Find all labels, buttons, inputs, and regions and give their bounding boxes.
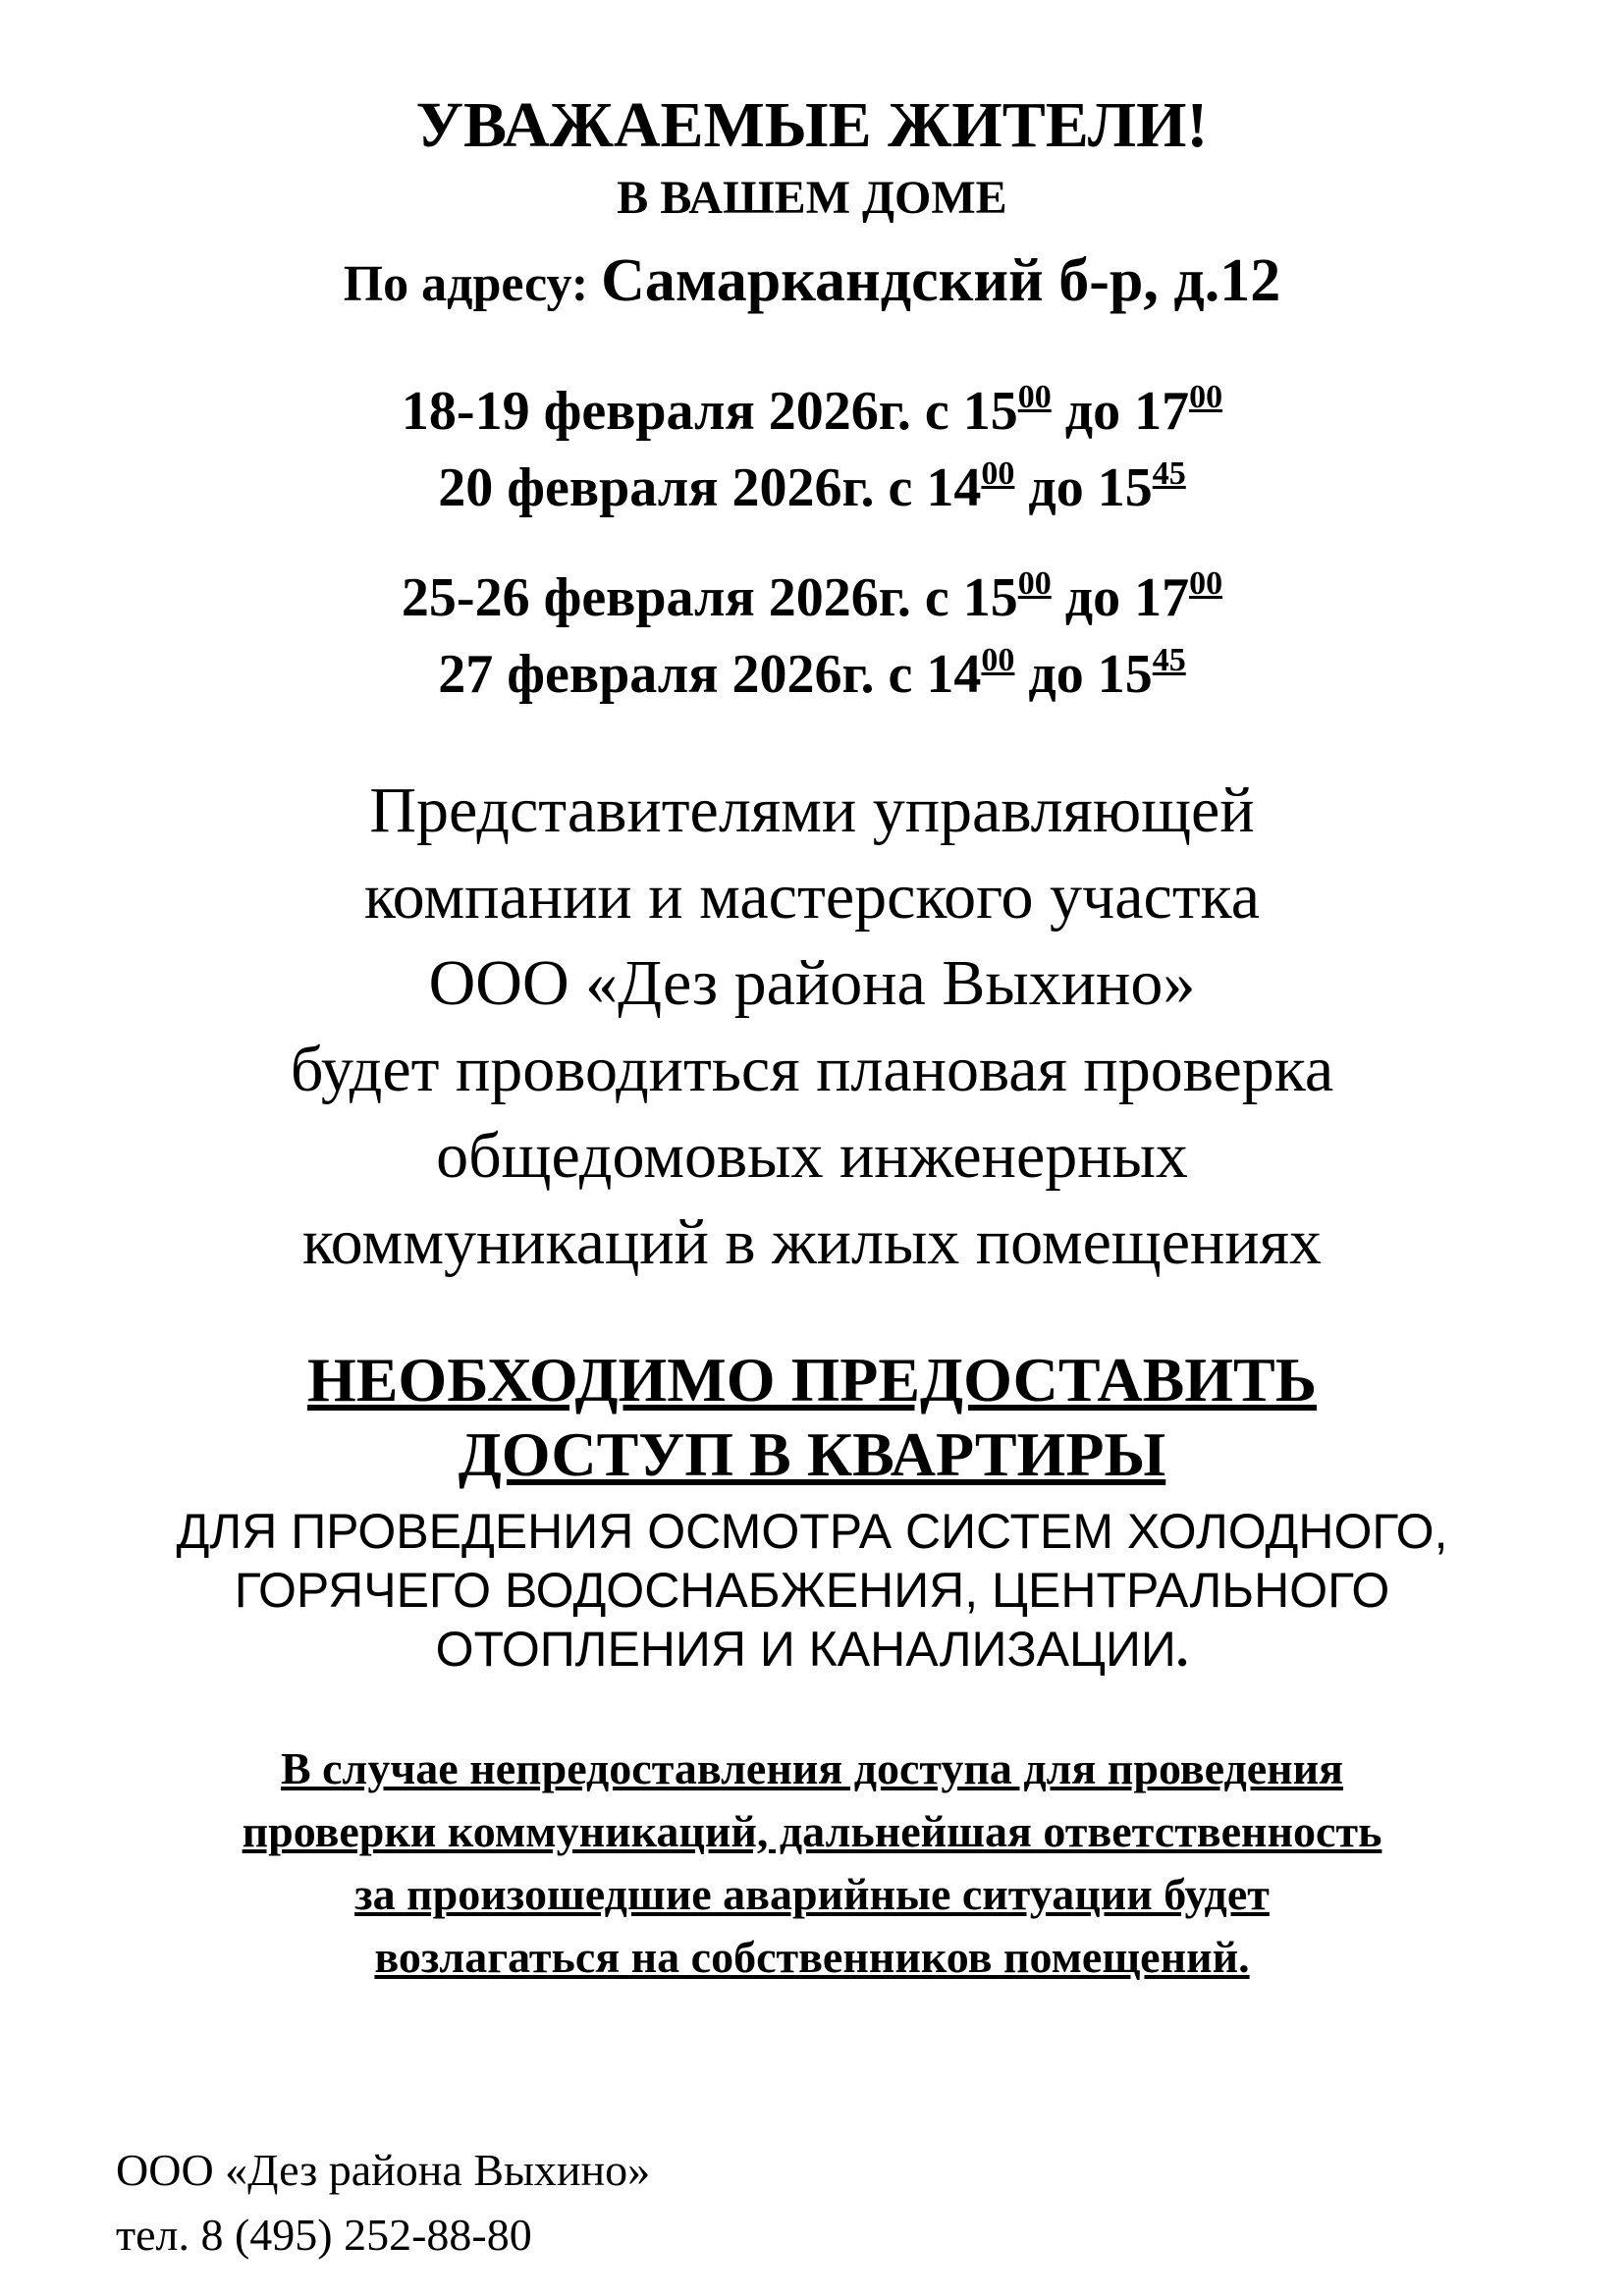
- body-line: коммуникаций в жилых помещениях: [301, 1206, 1323, 1278]
- schedule-row: [0, 450, 1624, 526]
- schedule-from-minutes: 00: [981, 455, 1015, 492]
- requirement-line: НЕОБХОДИМО ПРЕДОСТАВИТЬ: [306, 1345, 1318, 1415]
- schedule-to-minutes: 45: [1152, 455, 1186, 492]
- schedule-from-minutes: 00: [1017, 379, 1052, 415]
- schedule-date: 18-19 февраля 2026г. с 15: [401, 381, 1018, 442]
- body-line: будет проводиться плановая проверка: [290, 1034, 1334, 1105]
- body-line: Представителями управляющей: [369, 774, 1255, 846]
- requirement-line: ДОСТУП В КВАРТИРЫ: [458, 1419, 1166, 1489]
- footer-company: ООО «Дез района Выхино»: [116, 2145, 651, 2195]
- warning-line: проверки коммуникаций, дальнейшая ответственность: [242, 1806, 1382, 1856]
- schedule-from-minutes: 00: [981, 642, 1015, 678]
- schedule-row: [0, 560, 1624, 636]
- warning-line: за произошедшие аварийные ситуации будет: [354, 1869, 1270, 1919]
- schedule-to: до 17: [1051, 381, 1190, 442]
- schedule-row: [0, 636, 1624, 713]
- purpose-line: ГОРЯЧЕГО ВОДОСНАБЖЕНИЯ, ЦЕНТРАЛЬНОГО: [234, 1563, 1390, 1618]
- address-prefix: По адресу:: [343, 256, 602, 312]
- purpose-line: [0, 1620, 1624, 1679]
- schedule-to: до 15: [1014, 457, 1153, 518]
- inspection-description: [0, 768, 1624, 1286]
- schedule-date: 25-26 февраля 2026г. с 15: [401, 567, 1018, 628]
- schedule-group-2: [0, 560, 1624, 713]
- warning-line: В случае непредоставления доступа для проведения: [280, 1743, 1344, 1793]
- body-line: общедомовых инженерных: [436, 1120, 1188, 1192]
- body-line: ООО «Дез района Выхино»: [428, 947, 1196, 1019]
- in-house-subheading: В ВАШЕМ ДОМЕ: [617, 172, 1007, 224]
- schedule-to-minutes: 00: [1189, 379, 1223, 415]
- address-value: Самаркандский б-р, д.12: [601, 247, 1281, 314]
- footer-phone: тел. 8 (495) 252-88-80: [116, 2210, 532, 2260]
- purpose-line-text: ОТОПЛЕНИЯ И КАНАЛИЗАЦИИ: [435, 1622, 1176, 1677]
- schedule-row: [0, 373, 1624, 450]
- schedule-from-minutes: 00: [1017, 565, 1052, 602]
- inspection-purpose: [0, 1502, 1624, 1679]
- warning-line: возлагаться на собственников помещений.: [374, 1932, 1250, 1982]
- access-requirement: [0, 1343, 1624, 1492]
- footer-contacts: [116, 2138, 650, 2268]
- schedule-group-1: [0, 373, 1624, 526]
- schedule-date: 27 февраля 2026г. с 14: [438, 644, 982, 705]
- schedule-to-minutes: 00: [1189, 565, 1223, 602]
- greeting-heading: УВАЖАЕМЫЕ ЖИТЕЛИ!: [415, 89, 1209, 161]
- schedule-to: до 15: [1014, 644, 1153, 705]
- purpose-line: ДЛЯ ПРОВЕДЕНИЯ ОСМОТРА СИСТЕМ ХОЛОДНОГО,: [176, 1504, 1448, 1559]
- schedule-to: до 17: [1051, 567, 1190, 628]
- purpose-end-mark: .: [1175, 1622, 1189, 1677]
- body-line: компании и мастерского участка: [363, 861, 1261, 933]
- address-line: [0, 240, 1624, 326]
- schedule-date: 20 февраля 2026г. с 14: [438, 457, 982, 518]
- schedule-to-minutes: 45: [1152, 642, 1186, 678]
- liability-warning: [0, 1737, 1624, 1989]
